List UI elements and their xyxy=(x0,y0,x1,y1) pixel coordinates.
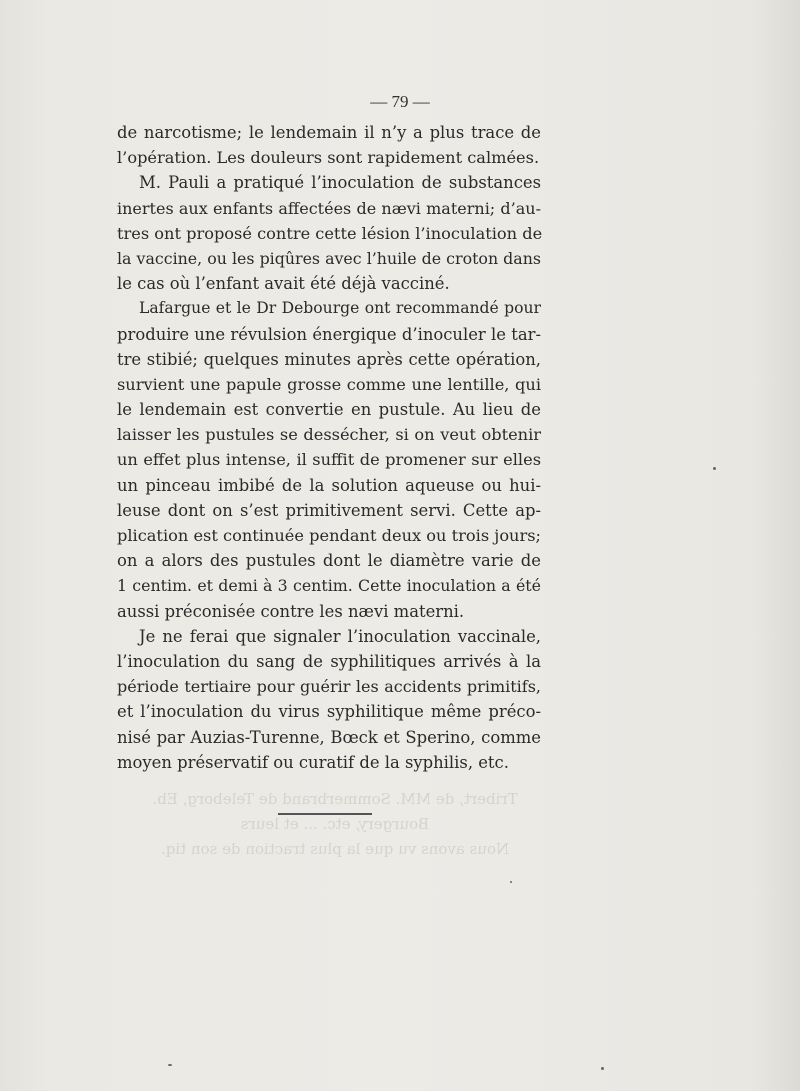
section-rule xyxy=(278,813,372,815)
text-line: l’inoculation du sang de syphilitiques arrivés à la xyxy=(117,651,541,671)
text-line: nisé par Auzias-Turenne, Bœck et Sperino, comme xyxy=(117,727,541,747)
text-line: 1 centim. et demi à 3 centim. Cette inoculation a été xyxy=(117,576,541,596)
text-line: tre stibié; quelques minutes après cette opération, xyxy=(117,349,541,369)
text-line: M. Pauli a pratiqué l’inoculation de substances xyxy=(139,173,541,193)
text-line: l’opération. Les douleurs sont rapidement calmées. xyxy=(117,148,540,168)
paper-speck xyxy=(601,1067,604,1070)
bleed-through-line: Nous avons vu que la plus traction de son tiq. xyxy=(160,840,510,858)
bleed-through-line: Tribert, de MM. Sommerbrand de Teleborg, Eb. xyxy=(152,790,518,808)
text-line: survient une papule grosse comme une lentille, qui xyxy=(117,374,541,394)
text-line: inertes aux enfants affectées de nævi materni; d’au- xyxy=(117,198,541,218)
text-line: un pinceau imbibé de la solution aqueuse ou hui- xyxy=(117,475,541,495)
text-line: leuse dont on s’est primitivement servi. Cette ap- xyxy=(117,500,541,520)
text-line: un effet plus intense, il suffit de promener sur elles xyxy=(117,450,541,470)
text-line: de narcotisme; le lendemain il n’y a plus trace de xyxy=(117,123,541,142)
text-line: le lendemain est convertie en pustule. Au lieu de xyxy=(117,400,541,420)
paper-speck xyxy=(168,1064,172,1066)
text-line: plication est continuée pendant deux ou trois jours; xyxy=(117,526,541,545)
text-line: le cas où l’enfant avait été déjà vacciné. xyxy=(117,274,450,294)
text-line: la vaccine, ou les piqûres avec l’huile de croton dans xyxy=(117,248,541,268)
paper-speck xyxy=(713,467,716,470)
text-line: produire une révulsion énergique d’inoculer le tar- xyxy=(117,324,541,344)
text-line: laisser les pustules se dessécher, si on veut obtenir xyxy=(117,425,541,445)
bleed-through-line: Bourgery, etc. ... et leurs xyxy=(240,815,430,833)
page-number: — 79 — xyxy=(370,92,430,111)
text-line: moyen préservatif ou curatif de la syphilis, etc. xyxy=(117,752,509,772)
paper-speck xyxy=(510,881,512,883)
text-line: Lafargue et le Dr Debourge ont recommandé pour xyxy=(139,299,541,318)
text-line: période tertiaire pour guérir les accidents primitifs, xyxy=(117,677,541,697)
text-line: Je ne ferai que signaler l’inoculation vaccinale, xyxy=(139,626,541,646)
text-line: et l’inoculation du virus syphilitique même préco- xyxy=(117,702,541,722)
text-line: on a alors des pustules dont le diamètre varie de xyxy=(117,551,541,571)
body-text xyxy=(117,120,541,775)
text-line: tres ont proposé contre cette lésion l’inoculation de xyxy=(117,223,543,243)
text-line: aussi préconisée contre les nævi materni. xyxy=(117,601,465,621)
